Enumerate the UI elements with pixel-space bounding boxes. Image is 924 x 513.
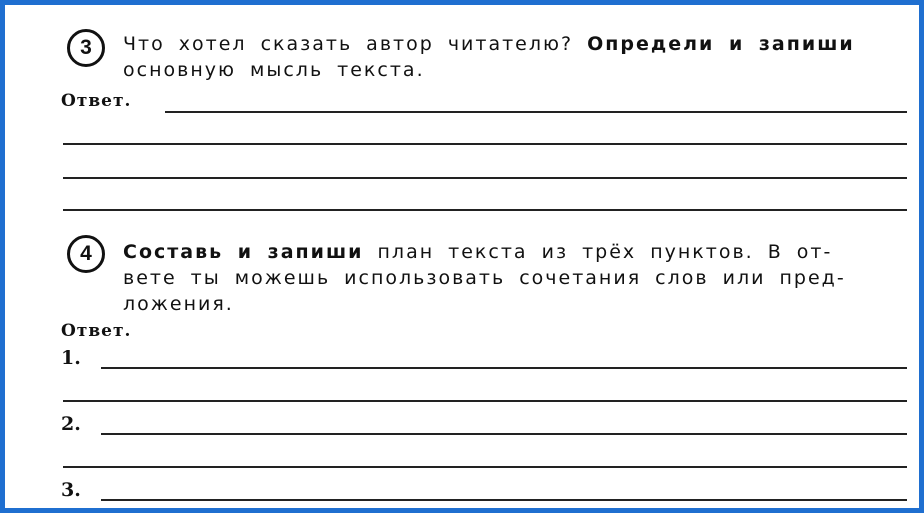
plan-item-1-line[interactable] <box>101 367 907 369</box>
answer-line[interactable] <box>165 111 907 113</box>
question-3-number: 3 <box>80 36 92 59</box>
question-4-prompt-end: ложения. <box>123 293 234 315</box>
question-3-prompt: Что хотел сказать автор читателю? <box>123 33 588 55</box>
question-4-instruction: Составь и запиши <box>123 241 364 263</box>
answer-line[interactable] <box>63 209 907 211</box>
question-4-number: 4 <box>80 242 92 265</box>
answer-line[interactable] <box>63 466 907 468</box>
question-4-number-badge <box>67 235 105 273</box>
question-4-text-line-2 <box>123 265 846 291</box>
plan-item-1-number: 1. <box>61 347 81 369</box>
question-3-text-line-1 <box>123 31 855 57</box>
question-3-instruction: Определи и запиши <box>587 33 855 55</box>
plan-item-3-line[interactable] <box>101 499 907 501</box>
question-4-text-line-1 <box>123 239 832 265</box>
answer-line[interactable] <box>63 400 907 402</box>
question-4-answer-label: Ответ. <box>61 321 132 341</box>
question-3-text-line-2 <box>123 57 425 83</box>
question-3-prompt-cont: основную мысль текста. <box>123 59 425 81</box>
question-4-text-line-3 <box>123 291 234 317</box>
plan-item-3-number: 3. <box>61 479 81 501</box>
plan-item-2-number: 2. <box>61 413 81 435</box>
answer-line[interactable] <box>63 143 907 145</box>
question-4-prompt: план текста из трёх пунктов. В от- <box>363 241 833 263</box>
question-3-answer-label: Ответ. <box>61 91 132 111</box>
plan-item-2-line[interactable] <box>101 433 907 435</box>
question-3-number-badge <box>67 29 105 67</box>
question-4-prompt-cont: вете ты можешь использовать сочетания слов или пред- <box>123 267 846 289</box>
answer-line[interactable] <box>63 177 907 179</box>
